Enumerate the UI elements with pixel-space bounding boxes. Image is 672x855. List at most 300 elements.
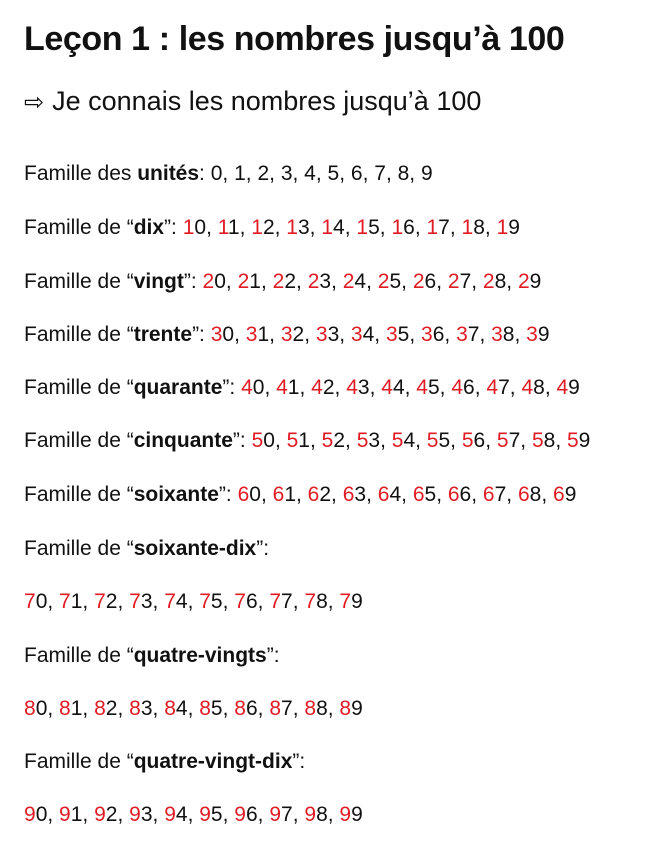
family-number bbox=[129, 803, 152, 826]
family-label-prefix: Famille de “ bbox=[24, 216, 134, 239]
number-units-digit: 5 bbox=[210, 590, 223, 613]
family-number bbox=[24, 697, 47, 720]
family-label-suffix: ”: bbox=[164, 216, 177, 239]
separator: , bbox=[369, 376, 382, 399]
family-number: 1 bbox=[234, 162, 246, 185]
family-number bbox=[164, 697, 187, 720]
family-number bbox=[269, 803, 292, 826]
family-number bbox=[483, 483, 506, 506]
number-tens-digit: 1 bbox=[356, 216, 369, 239]
number-units-digit: 7 bbox=[459, 270, 472, 293]
number-units-digit: 1 bbox=[249, 270, 261, 293]
separator: , bbox=[309, 216, 322, 239]
number-tens-digit: 9 bbox=[129, 803, 141, 826]
number-tens-digit: 9 bbox=[339, 803, 352, 826]
family-number bbox=[427, 429, 450, 452]
family-numbers-line bbox=[24, 801, 363, 829]
number-tens-digit: 6 bbox=[307, 483, 320, 506]
number-tens-digit: 7 bbox=[94, 590, 106, 613]
separator: , bbox=[436, 483, 448, 506]
number-tens-digit: 3 bbox=[491, 323, 503, 346]
number-tens-digit: 7 bbox=[164, 590, 176, 613]
number-units-digit: 3 bbox=[319, 270, 332, 293]
family-label-suffix: ”: bbox=[232, 429, 246, 452]
family-number: 8 bbox=[397, 162, 410, 185]
number-tens-digit: 3 bbox=[385, 323, 398, 346]
number-tens-digit: 4 bbox=[486, 376, 499, 399]
family-number bbox=[521, 376, 544, 399]
number-units-digit: 5 bbox=[389, 270, 402, 293]
separator: , bbox=[541, 483, 553, 506]
number-tens-digit: 6 bbox=[553, 483, 565, 506]
family-number bbox=[339, 590, 362, 613]
number-tens-digit: 6 bbox=[342, 483, 355, 506]
number-units-digit: 0 bbox=[249, 483, 261, 506]
number-tens-digit: 7 bbox=[24, 590, 36, 613]
family-number bbox=[269, 590, 292, 613]
family-number bbox=[269, 697, 292, 720]
separator: , bbox=[444, 323, 457, 346]
family-number bbox=[378, 483, 401, 506]
number-tens-digit: 7 bbox=[304, 590, 317, 613]
number-tens-digit: 9 bbox=[59, 803, 71, 826]
number-units-digit: 5 bbox=[210, 803, 223, 826]
number-units-digit: 4 bbox=[403, 429, 416, 452]
number-tens-digit: 5 bbox=[321, 429, 334, 452]
family-number bbox=[357, 429, 380, 452]
family-number bbox=[59, 803, 82, 826]
separator: , bbox=[117, 590, 130, 613]
number-tens-digit: 9 bbox=[24, 803, 36, 826]
family-number bbox=[199, 803, 222, 826]
number-tens-digit: 8 bbox=[269, 697, 282, 720]
number-tens-digit: 6 bbox=[447, 483, 460, 506]
separator: , bbox=[366, 483, 378, 506]
number-tens-digit: 8 bbox=[304, 697, 317, 720]
separator: , bbox=[152, 697, 165, 720]
family-numbers-line bbox=[24, 695, 363, 723]
family-number bbox=[304, 803, 327, 826]
number-tens-digit: 4 bbox=[556, 376, 569, 399]
number-tens-digit: 5 bbox=[461, 429, 474, 452]
number-units-digit: 8 bbox=[494, 270, 507, 293]
family-number bbox=[518, 483, 541, 506]
number-tens-digit: 4 bbox=[311, 376, 323, 399]
number-tens-digit: 9 bbox=[164, 803, 176, 826]
number-units-digit: 2 bbox=[333, 429, 346, 452]
family-number bbox=[483, 270, 506, 293]
number-tens-digit: 5 bbox=[356, 429, 369, 452]
separator: , bbox=[82, 590, 95, 613]
number-tens-digit: 3 bbox=[245, 323, 258, 346]
number-tens-digit: 1 bbox=[426, 216, 439, 239]
number-tens-digit: 3 bbox=[210, 323, 223, 346]
number-tens-digit: 8 bbox=[129, 697, 141, 720]
number-units-digit: 9 bbox=[529, 270, 542, 293]
number-units-digit: 8 bbox=[473, 216, 485, 239]
number-units-digit: 0 bbox=[252, 376, 265, 399]
family-number bbox=[448, 270, 471, 293]
family-number: 6 bbox=[350, 162, 363, 185]
family-number bbox=[386, 323, 409, 346]
separator: , bbox=[292, 162, 305, 185]
separator: , bbox=[506, 483, 518, 506]
family-number bbox=[497, 429, 520, 452]
subtitle bbox=[24, 86, 481, 117]
family-number bbox=[252, 429, 275, 452]
family-number: 3 bbox=[280, 162, 293, 185]
number-units-digit: 1 bbox=[227, 216, 240, 239]
separator: , bbox=[47, 697, 60, 720]
number-tens-digit: 4 bbox=[521, 376, 534, 399]
number-units-digit: 1 bbox=[70, 697, 83, 720]
number-tens-digit: 9 bbox=[234, 803, 246, 826]
number-tens-digit: 3 bbox=[315, 323, 328, 346]
separator: , bbox=[82, 697, 95, 720]
number-units-digit: 7 bbox=[281, 803, 293, 826]
separator: , bbox=[334, 376, 347, 399]
family-number bbox=[129, 590, 152, 613]
number-tens-digit: 4 bbox=[451, 376, 464, 399]
family-number bbox=[322, 429, 345, 452]
separator: , bbox=[436, 270, 448, 293]
family-label-suffix: : bbox=[199, 162, 205, 185]
number-tens-digit: 7 bbox=[129, 590, 141, 613]
number-units-digit: 3 bbox=[327, 323, 340, 346]
separator: , bbox=[414, 216, 427, 239]
number-tens-digit: 4 bbox=[346, 376, 358, 399]
family-number bbox=[287, 429, 310, 452]
number-tens-digit: 3 bbox=[350, 323, 363, 346]
family-name: quatre-vingts bbox=[133, 644, 267, 667]
family-number bbox=[462, 429, 485, 452]
number-tens-digit: 2 bbox=[517, 270, 530, 293]
number-units-digit: 0 bbox=[214, 270, 226, 293]
number-units-digit: 1 bbox=[284, 483, 296, 506]
number-tens-digit: 8 bbox=[59, 697, 71, 720]
separator: , bbox=[315, 162, 328, 185]
number-units-digit: 5 bbox=[427, 376, 440, 399]
number-units-digit: 4 bbox=[392, 376, 405, 399]
number-units-digit: 1 bbox=[257, 323, 270, 346]
family-label-prefix: Famille de “ bbox=[24, 750, 134, 773]
number-tens-digit: 1 bbox=[321, 216, 334, 239]
number-units-digit: 6 bbox=[424, 270, 437, 293]
page-title: Leçon 1 : les nombres jusqu’à 100 bbox=[24, 20, 565, 58]
family-number bbox=[24, 803, 47, 826]
family-line bbox=[24, 374, 580, 402]
number-tens-digit: 1 bbox=[496, 216, 509, 239]
family-name: dix bbox=[133, 216, 165, 239]
family-number bbox=[164, 590, 187, 613]
number-units-digit: 4 bbox=[362, 323, 375, 346]
family-number bbox=[526, 323, 549, 346]
separator: , bbox=[260, 270, 273, 293]
number-units-digit: 3 bbox=[297, 216, 310, 239]
separator: , bbox=[449, 216, 462, 239]
separator: , bbox=[327, 697, 340, 720]
number-tens-digit: 2 bbox=[377, 270, 390, 293]
family-number bbox=[304, 590, 327, 613]
number-units-digit: 1 bbox=[287, 376, 300, 399]
separator: , bbox=[152, 803, 165, 826]
family-label-prefix: Famille de “ bbox=[24, 376, 134, 399]
number-tens-digit: 6 bbox=[482, 483, 495, 506]
family-number bbox=[286, 216, 309, 239]
separator: , bbox=[415, 429, 427, 452]
separator: , bbox=[506, 270, 518, 293]
family-label-suffix: ”: bbox=[256, 537, 270, 560]
separator: , bbox=[187, 803, 200, 826]
separator: , bbox=[292, 590, 305, 613]
number-units-digit: 2 bbox=[322, 376, 335, 399]
family-number bbox=[59, 590, 82, 613]
number-tens-digit: 3 bbox=[421, 323, 433, 346]
family-name: soixante-dix bbox=[133, 537, 257, 560]
number-units-digit: 9 bbox=[537, 323, 550, 346]
separator: , bbox=[269, 323, 281, 346]
family-number bbox=[24, 590, 47, 613]
family-number bbox=[246, 323, 269, 346]
separator: , bbox=[485, 429, 497, 452]
separator: , bbox=[117, 803, 130, 826]
family-number bbox=[94, 697, 117, 720]
number-tens-digit: 6 bbox=[272, 483, 285, 506]
family-number bbox=[164, 803, 187, 826]
separator: , bbox=[245, 162, 258, 185]
family-number bbox=[413, 483, 436, 506]
number-tens-digit: 7 bbox=[59, 590, 71, 613]
separator: , bbox=[404, 376, 417, 399]
number-tens-digit: 2 bbox=[412, 270, 425, 293]
number-units-digit: 5 bbox=[368, 216, 380, 239]
number-tens-digit: 8 bbox=[94, 697, 106, 720]
family-number bbox=[381, 376, 404, 399]
number-units-digit: 0 bbox=[263, 429, 275, 452]
number-tens-digit: 7 bbox=[234, 590, 246, 613]
family-number bbox=[273, 483, 296, 506]
family-number bbox=[556, 376, 579, 399]
family-number bbox=[356, 216, 379, 239]
separator: , bbox=[299, 376, 312, 399]
family-number bbox=[339, 803, 362, 826]
family-label-suffix: ”: bbox=[292, 750, 306, 773]
number-tens-digit: 1 bbox=[286, 216, 298, 239]
number-units-digit: 6 bbox=[432, 323, 445, 346]
number-tens-digit: 1 bbox=[182, 216, 195, 239]
number-tens-digit: 2 bbox=[447, 270, 460, 293]
number-units-digit: 4 bbox=[175, 590, 188, 613]
number-units-digit: 5 bbox=[210, 697, 223, 720]
number-tens-digit: 9 bbox=[94, 803, 106, 826]
separator: , bbox=[222, 162, 235, 185]
separator: , bbox=[257, 697, 270, 720]
separator: , bbox=[117, 697, 130, 720]
family-number bbox=[238, 483, 261, 506]
separator: , bbox=[269, 162, 281, 185]
number-units-digit: 7 bbox=[498, 376, 510, 399]
separator: , bbox=[274, 429, 287, 452]
number-tens-digit: 5 bbox=[251, 429, 264, 452]
family-number bbox=[486, 376, 509, 399]
number-units-digit: 6 bbox=[245, 590, 258, 613]
family-number bbox=[199, 590, 222, 613]
arrow-right-icon: ⇨ bbox=[24, 89, 45, 116]
family-label-suffix: ”: bbox=[222, 376, 236, 399]
separator: , bbox=[304, 323, 316, 346]
family-number: 9 bbox=[420, 162, 433, 185]
number-units-digit: 9 bbox=[351, 803, 363, 826]
number-units-digit: 8 bbox=[316, 697, 328, 720]
number-tens-digit: 8 bbox=[164, 697, 176, 720]
separator: , bbox=[187, 590, 200, 613]
number-tens-digit: 3 bbox=[526, 323, 538, 346]
number-tens-digit: 6 bbox=[377, 483, 390, 506]
family-label-suffix: ”: bbox=[183, 270, 197, 293]
number-units-digit: 2 bbox=[262, 216, 275, 239]
number-units-digit: 6 bbox=[245, 697, 258, 720]
number-tens-digit: 2 bbox=[307, 270, 320, 293]
number-units-digit: 3 bbox=[368, 429, 381, 452]
number-units-digit: 1 bbox=[70, 590, 83, 613]
number-tens-digit: 4 bbox=[276, 376, 288, 399]
family-name: soixante bbox=[133, 483, 219, 506]
family-label-prefix: Famille de “ bbox=[24, 270, 134, 293]
number-tens-digit: 9 bbox=[199, 803, 211, 826]
number-tens-digit: 5 bbox=[496, 429, 509, 452]
family-number bbox=[281, 323, 304, 346]
number-tens-digit: 2 bbox=[342, 270, 355, 293]
family-line bbox=[24, 427, 590, 455]
number-units-digit: 6 bbox=[459, 483, 472, 506]
family-number bbox=[351, 323, 374, 346]
family-number bbox=[321, 216, 344, 239]
family-line bbox=[24, 214, 520, 242]
family-number bbox=[251, 216, 274, 239]
number-tens-digit: 9 bbox=[304, 803, 317, 826]
separator: , bbox=[544, 376, 557, 399]
number-tens-digit: 2 bbox=[237, 270, 250, 293]
number-tens-digit: 8 bbox=[339, 697, 352, 720]
separator: , bbox=[331, 270, 343, 293]
separator: , bbox=[274, 216, 287, 239]
number-units-digit: 7 bbox=[467, 323, 480, 346]
number-tens-digit: 5 bbox=[531, 429, 544, 452]
family-number bbox=[183, 216, 206, 239]
separator: , bbox=[474, 376, 487, 399]
number-tens-digit: 8 bbox=[199, 697, 211, 720]
family-number: 7 bbox=[374, 162, 386, 185]
family-name: vingt bbox=[133, 270, 184, 293]
family-number bbox=[343, 483, 366, 506]
separator: , bbox=[401, 270, 413, 293]
separator: , bbox=[339, 323, 351, 346]
separator: , bbox=[379, 216, 392, 239]
number-units-digit: 2 bbox=[292, 323, 305, 346]
family-number: 0 bbox=[210, 162, 223, 185]
number-units-digit: 7 bbox=[494, 483, 507, 506]
number-tens-digit: 5 bbox=[426, 429, 439, 452]
separator: , bbox=[47, 803, 60, 826]
separator: , bbox=[385, 162, 398, 185]
separator: , bbox=[152, 590, 165, 613]
family-number bbox=[304, 697, 327, 720]
family-number bbox=[199, 697, 222, 720]
separator: , bbox=[344, 216, 357, 239]
number-tens-digit: 5 bbox=[566, 429, 579, 452]
number-units-digit: 6 bbox=[403, 216, 415, 239]
number-units-digit: 7 bbox=[438, 216, 450, 239]
family-number bbox=[129, 697, 152, 720]
family-label-prefix: Famille de “ bbox=[24, 537, 134, 560]
family-number bbox=[343, 270, 366, 293]
family-number bbox=[273, 270, 296, 293]
number-units-digit: 9 bbox=[578, 429, 591, 452]
number-units-digit: 9 bbox=[564, 483, 577, 506]
family-number bbox=[448, 483, 471, 506]
family-number bbox=[416, 376, 439, 399]
number-units-digit: 9 bbox=[568, 376, 580, 399]
number-tens-digit: 1 bbox=[391, 216, 404, 239]
number-tens-digit: 1 bbox=[217, 216, 228, 239]
number-units-digit: 4 bbox=[333, 216, 345, 239]
family-label-suffix: ”: bbox=[192, 323, 205, 346]
separator: , bbox=[450, 429, 462, 452]
family-label-line bbox=[24, 748, 305, 776]
number-units-digit: 2 bbox=[284, 270, 297, 293]
number-units-digit: 2 bbox=[319, 483, 332, 506]
family-number bbox=[491, 323, 514, 346]
separator: , bbox=[339, 162, 351, 185]
family-number bbox=[567, 429, 590, 452]
number-units-digit: 3 bbox=[140, 697, 153, 720]
number-units-digit: 8 bbox=[502, 323, 515, 346]
family-number bbox=[532, 429, 555, 452]
number-units-digit: 7 bbox=[508, 429, 521, 452]
family-label-prefix: Famille de “ bbox=[24, 429, 134, 452]
number-tens-digit: 3 bbox=[456, 323, 468, 346]
number-units-digit: 0 bbox=[35, 590, 48, 613]
separator: , bbox=[327, 590, 340, 613]
number-units-digit: 0 bbox=[35, 697, 48, 720]
family-name: cinquante bbox=[133, 429, 233, 452]
separator: , bbox=[409, 323, 422, 346]
number-units-digit: 6 bbox=[245, 803, 258, 826]
number-tens-digit: 4 bbox=[416, 376, 428, 399]
separator: , bbox=[409, 162, 421, 185]
family-number bbox=[234, 803, 257, 826]
number-units-digit: 8 bbox=[316, 590, 328, 613]
family-number bbox=[413, 270, 436, 293]
number-tens-digit: 5 bbox=[286, 429, 299, 452]
number-units-digit: 1 bbox=[70, 803, 83, 826]
number-tens-digit: 7 bbox=[269, 590, 282, 613]
separator: , bbox=[509, 376, 522, 399]
separator: , bbox=[555, 429, 567, 452]
family-line bbox=[24, 268, 541, 296]
separator: , bbox=[401, 483, 413, 506]
family-number bbox=[311, 376, 334, 399]
separator: , bbox=[47, 590, 60, 613]
family-number bbox=[308, 270, 331, 293]
family-number bbox=[211, 323, 234, 346]
separator: , bbox=[479, 323, 492, 346]
family-number bbox=[462, 216, 485, 239]
family-line bbox=[24, 160, 433, 188]
family-number bbox=[451, 376, 474, 399]
family-label-prefix: Famille de “ bbox=[24, 483, 134, 506]
number-units-digit: 0 bbox=[35, 803, 48, 826]
